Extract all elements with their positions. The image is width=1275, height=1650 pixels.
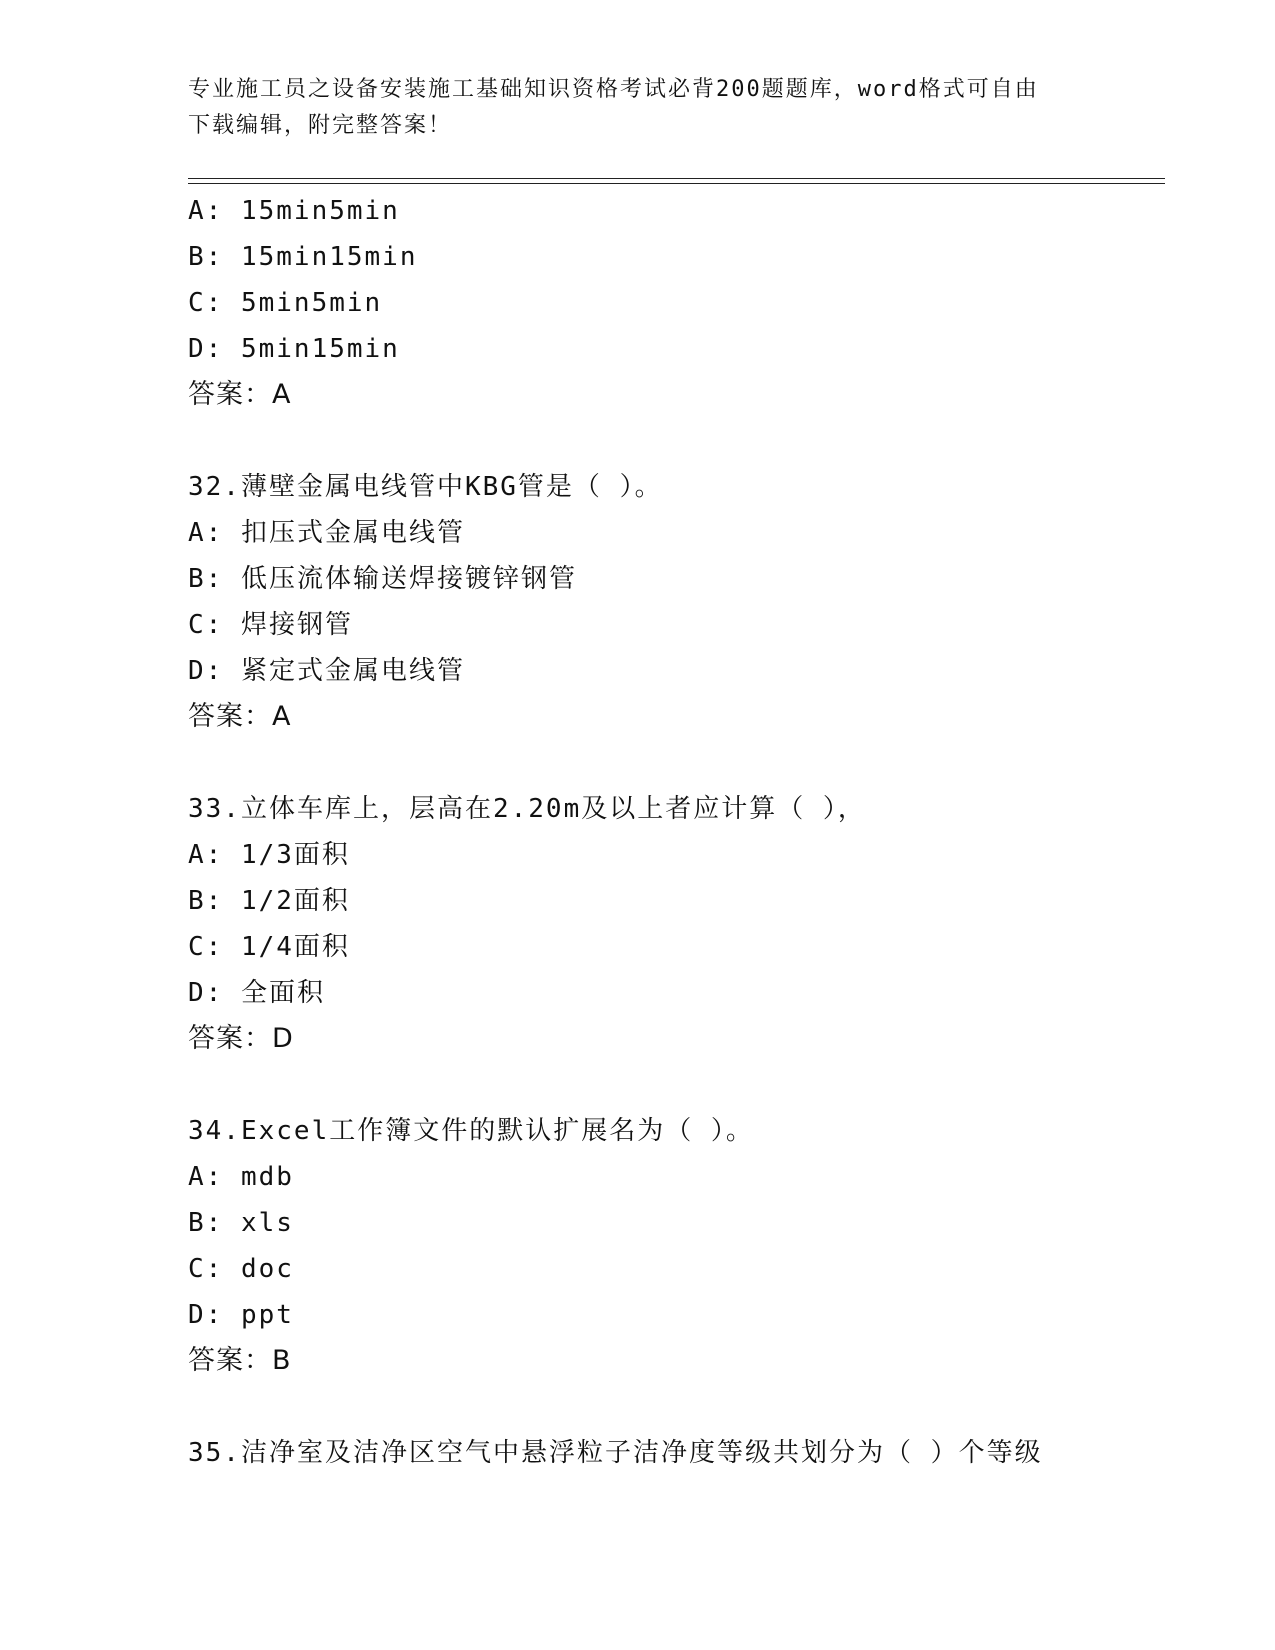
option-b: B: 15min15min <box>188 242 418 272</box>
document-header <box>188 72 1088 144</box>
option-d: D: 5min15min <box>188 334 400 364</box>
option-b: B: xls <box>188 1208 294 1238</box>
option-c: C: 焊接钢管 <box>188 610 353 640</box>
option-b: B: 1/2面积 <box>188 886 350 916</box>
header-line-1: 专业施工员之设备安装施工基础知识资格考试必背200题题库，word格式可自由 <box>188 77 1039 102</box>
question-block-31 <box>188 188 1188 418</box>
question-text: 35.洁净室及洁净区空气中悬浮粒子洁净度等级共划分为（ ）个等级 <box>188 1438 1043 1468</box>
spacer <box>188 740 1188 786</box>
answer-line: 答案：A <box>188 379 292 410</box>
option-b: B: 低压流体输送焊接镀锌钢管 <box>188 564 577 594</box>
option-c: C: 1/4面积 <box>188 932 350 962</box>
spacer <box>188 418 1188 464</box>
option-c: C: doc <box>188 1254 294 1284</box>
question-list <box>188 188 1188 1476</box>
option-a: A: 1/3面积 <box>188 840 350 870</box>
answer-line: 答案：B <box>188 1345 292 1376</box>
header-divider-top <box>188 178 1165 179</box>
answer-line: 答案：A <box>188 701 292 732</box>
question-text: 32.薄壁金属电线管中KBG管是（ ）。 <box>188 472 663 502</box>
question-text: 33.立体车库上，层高在2.20m及以上者应计算（ ）， <box>188 794 866 824</box>
option-d: D: 全面积 <box>188 978 325 1008</box>
header-divider-bottom <box>188 183 1165 184</box>
option-d: D: ppt <box>188 1300 294 1330</box>
question-block-35 <box>188 1430 1188 1476</box>
option-c: C: 5min5min <box>188 288 383 318</box>
spacer <box>188 1384 1188 1430</box>
question-block-32 <box>188 464 1188 740</box>
option-a: A: 扣压式金属电线管 <box>188 518 465 548</box>
spacer <box>188 1062 1188 1108</box>
option-d: D: 紧定式金属电线管 <box>188 656 465 686</box>
option-a: A: 15min5min <box>188 196 400 226</box>
header-line-2: 下载编辑，附完整答案！ <box>188 113 453 138</box>
option-a: A: mdb <box>188 1162 294 1192</box>
question-block-34 <box>188 1108 1188 1384</box>
answer-line: 答案：D <box>188 1023 294 1054</box>
question-block-33 <box>188 786 1188 1062</box>
question-text: 34.Excel工作簿文件的默认扩展名为（ ）。 <box>188 1116 754 1146</box>
